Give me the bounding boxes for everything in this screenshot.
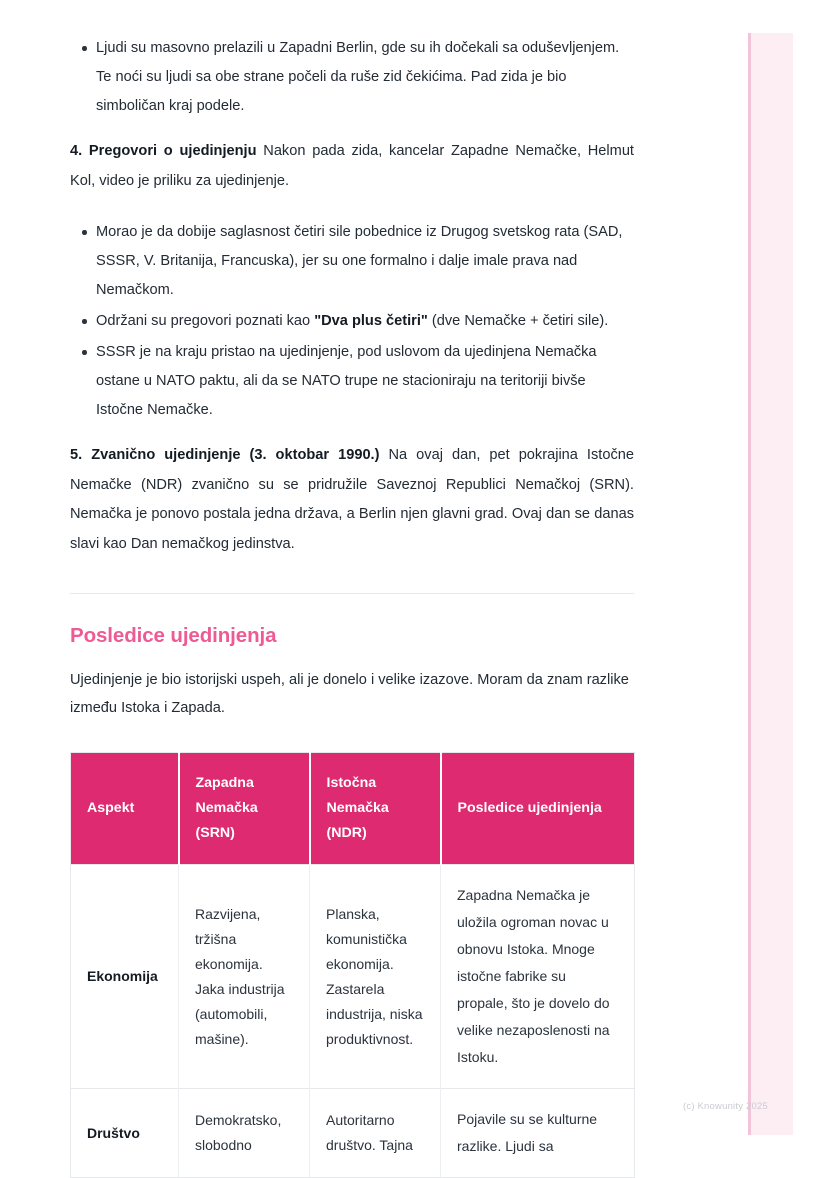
list-item	[96, 218, 634, 305]
list-item-text: Održani su pregovori poznati kao	[96, 313, 315, 329]
right-pink-rail	[748, 33, 793, 1135]
cell-east: Autoritarno društvo. Tajna	[310, 1089, 441, 1178]
list-item-text-tail: (dve Nemačke + četiri sile).	[427, 313, 609, 329]
document-content-column	[70, 0, 634, 1178]
column-header-west-germany: Zapadna Nemačka (SRN)	[179, 753, 310, 865]
list-item-text: Morao je da dobije saglasnost četiri sile pobednice iz Drugog svetskog rata (SAD, SSSR, V. Britanija, Francuska), jer su one formalno i dalje imale prava nad Nemačkom.	[96, 224, 623, 298]
list-item-emphasis: "Dva plus četiri"	[314, 313, 428, 329]
bullet-list-top	[70, 34, 634, 121]
section-5-body: Na ovaj dan, pet pokrajina Istočne Nemačke (NDR) zvanično su se pridružile Saveznoj Republici Nemačkoj (SRN). Nemačka je ponovo postala jedna država, a Berlin njen glavni grad. Ovaj dan se danas slavi kao Dan nemačkog jedinstva.	[70, 447, 634, 552]
section-4-body: Nakon pada zida, kancelar Zapadne Nemačke, Helmut Kol, video je priliku za ujedinjenje.	[70, 143, 634, 189]
section-4-lead: 4. Pregovori o ujedinjenju	[70, 143, 257, 159]
cell-west: Razvijena, tržišna ekonomija. Jaka industrija (automobili, mašine).	[179, 865, 310, 1089]
list-item-text: Ljudi su masovno prelazili u Zapadni Berlin, gde su ih dočekali sa oduševljenjem. Te noći su ljudi sa obe strane počeli da ruše zid čekićima. Pad zida je bio simboličan kraj podele.	[96, 40, 620, 114]
column-header-east-germany: Istočna Nemačka (NDR)	[310, 753, 441, 865]
cell-consequence: Zapadna Nemačka je uložila ogroman novac u obnovu Istoka. Mnoge istočne fabrike su propale, što je dovelo do velike nezaposlenosti na Istoku.	[441, 865, 635, 1089]
cell-west: Demokratsko, slobodno	[179, 1089, 310, 1178]
table-row	[71, 865, 635, 1089]
section-divider	[70, 593, 634, 594]
cell-aspect: Društvo	[71, 1089, 179, 1178]
cell-east: Planska, komunistička ekonomija. Zastarela industrija, niska produktivnost.	[310, 865, 441, 1089]
list-item	[96, 307, 634, 336]
table-header-row	[71, 753, 635, 865]
section-4-paragraph	[70, 137, 634, 196]
bullet-list-middle	[70, 218, 634, 425]
section-5-paragraph	[70, 441, 634, 559]
table-body	[71, 865, 635, 1178]
list-item	[96, 338, 634, 425]
list-item-text: SSSR je na kraju pristao na ujedinjenje, pod uslovom da ujedinjena Nemačka ostane u NATO paktu, ali da se NATO trupe ne stacioniraju na teritoriji bivše Istočne Nemačke.	[96, 344, 597, 418]
section-5-lead: 5. Zvanično ujedinjenje (3. oktobar 1990.)	[70, 447, 380, 463]
comparison-table	[70, 752, 635, 1178]
column-header-consequences: Posledice ujedinjenja	[441, 753, 635, 865]
article-body	[70, 0, 634, 1178]
cell-aspect: Ekonomija	[71, 865, 179, 1089]
column-header-aspect: Aspekt	[71, 753, 179, 865]
consequences-intro: Ujedinjenje je bio istorijski uspeh, ali je donelo i velike izazove. Moram da znam razlike između Istoka i Zapada.	[70, 672, 629, 716]
cell-consequence: Pojavile su se kulturne razlike. Ljudi sa	[441, 1089, 635, 1178]
page-title: Posledice ujedinjenja	[70, 624, 277, 647]
list-item	[96, 34, 634, 121]
table-header	[71, 753, 635, 865]
copyright-watermark: (c) Knowunity 2025	[683, 1101, 768, 1112]
table-row	[71, 1089, 635, 1178]
